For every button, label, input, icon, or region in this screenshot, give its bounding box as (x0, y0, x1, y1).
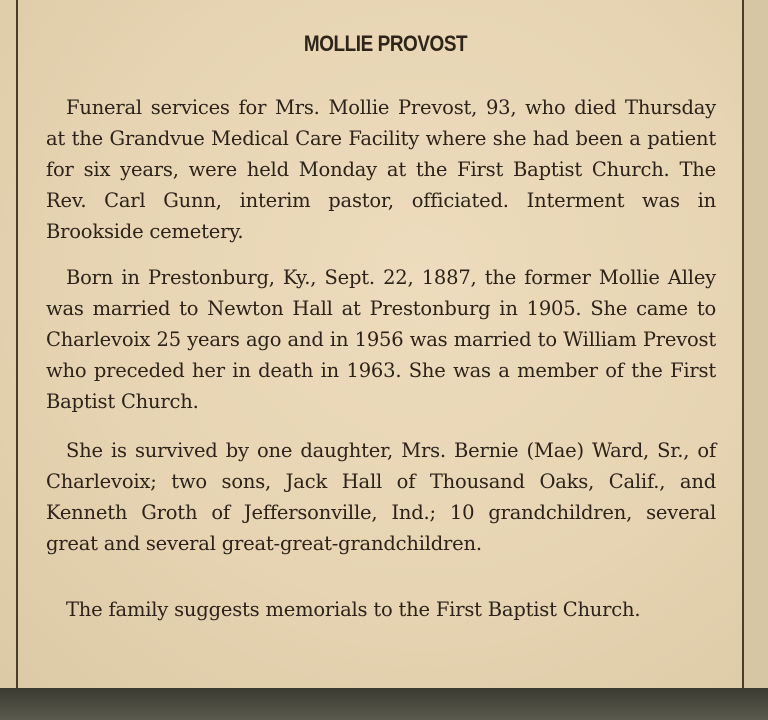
paragraph-biography: Born in Prestonburg, Ky., Sept. 22, 1887, the former Mollie Alley was married to Newton Hall at Prestonburg in 1905. She came to Charlevoix 25 years ago and in 1956 was married to William Prevost who preceded her in death in 1963. She was a member of the First Baptist Church. (46, 266, 716, 413)
obituary-headline: MOLLIE PROVOST (303, 31, 468, 56)
column-rule-left (16, 0, 18, 688)
paragraph-survivors: She is survived by one daughter, Mrs. Bernie (Mae) Ward, Sr., of Charlevoix; two sons, Jack Hall of Thousand Oaks, Calif., and Kenneth Groth of Jeffersonville, Ind.; 10 grandchildren, several great and several great-great-grandchildren. (46, 439, 716, 555)
paragraph-memorials: The family suggests memorials to the First Baptist Church. (66, 598, 641, 621)
page-margin-right (744, 0, 768, 688)
scan-background-strip (0, 688, 768, 720)
paragraph-funeral-services: Funeral services for Mrs. Mollie Prevost, 93, who died Thursday at the Grandvue Medical Care Facility where she had been a patient for six years, were held Monday at the First Baptist Church. The Rev. Carl Gunn, interim pastor, officiated. Interment was in Brookside cemetery. (46, 96, 716, 243)
